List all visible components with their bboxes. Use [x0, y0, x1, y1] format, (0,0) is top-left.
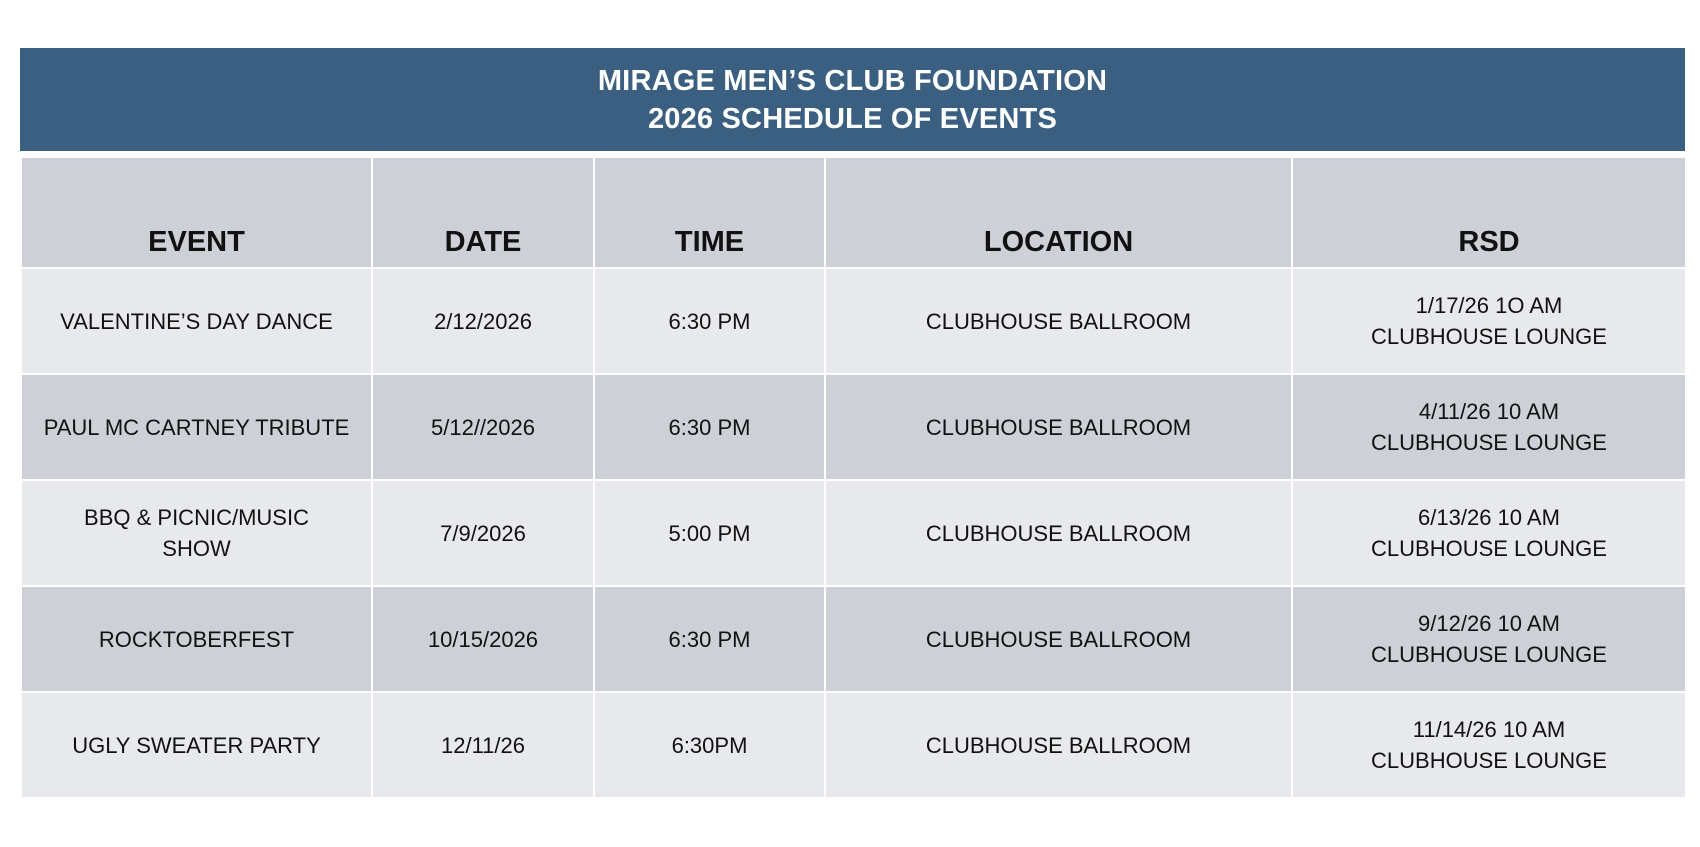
event-cell: [21, 692, 372, 798]
location-cell: CLUBHOUSE BALLROOM: [825, 268, 1292, 374]
rsd-place: CLUBHOUSE LOUNGE: [1371, 748, 1607, 773]
rsd-datetime: 11/14/26 10 AM: [1412, 717, 1566, 742]
date-cell: 12/11/26: [372, 692, 594, 798]
table-header-row: [21, 157, 1686, 268]
column-header-location: LOCATION: [825, 157, 1292, 268]
events-table: [20, 156, 1687, 799]
location-cell: CLUBHOUSE BALLROOM: [825, 480, 1292, 586]
time-cell: 5:00 PM: [594, 480, 825, 586]
title-line-2: 2026 SCHEDULE OF EVENTS: [647, 102, 1058, 135]
event-name-line-1: BBQ & PICNIC/MUSIC: [84, 505, 309, 530]
rsd-cell: [1292, 268, 1686, 374]
rsd-datetime: 6/13/26 10 AM: [1418, 505, 1560, 530]
time-cell: 6:30 PM: [594, 374, 825, 480]
event-name-line-2: SHOW: [162, 536, 231, 561]
event-cell: [21, 374, 372, 480]
rsd-datetime: 9/12/26 10 AM: [1418, 611, 1560, 636]
date-cell: 7/9/2026: [372, 480, 594, 586]
rsd-cell: [1292, 374, 1686, 480]
column-header-time: TIME: [594, 157, 825, 268]
rsd-datetime: 4/11/26 10 AM: [1418, 399, 1560, 424]
rsd-datetime: 1/17/26 1O AM: [1415, 293, 1563, 318]
rsd-place: CLUBHOUSE LOUNGE: [1371, 430, 1607, 455]
event-cell: [21, 480, 372, 586]
column-header-event: EVENT: [21, 157, 372, 268]
location-cell: CLUBHOUSE BALLROOM: [825, 692, 1292, 798]
rsd-place: CLUBHOUSE LOUNGE: [1371, 324, 1607, 349]
rsd-cell: [1292, 692, 1686, 798]
time-cell: 6:30 PM: [594, 268, 825, 374]
event-name: UGLY SWEATER PARTY: [72, 732, 321, 758]
table-row: [21, 480, 1686, 586]
event-name: ROCKTOBERFEST: [98, 626, 295, 652]
title-banner: [20, 48, 1685, 151]
column-header-date: DATE: [372, 157, 594, 268]
schedule-sheet: [20, 48, 1685, 799]
rsd-place: CLUBHOUSE LOUNGE: [1371, 536, 1607, 561]
time-cell: 6:30 PM: [594, 586, 825, 692]
event-name: VALENTINE’S DAY DANCE: [60, 308, 333, 334]
time-cell: 6:30PM: [594, 692, 825, 798]
date-cell: 10/15/2026: [372, 586, 594, 692]
table-row: [21, 374, 1686, 480]
table-row: [21, 268, 1686, 374]
event-cell: [21, 586, 372, 692]
location-cell: CLUBHOUSE BALLROOM: [825, 586, 1292, 692]
table-row: [21, 692, 1686, 798]
rsd-place: CLUBHOUSE LOUNGE: [1371, 642, 1607, 667]
rsd-cell: [1292, 480, 1686, 586]
date-cell: 2/12/2026: [372, 268, 594, 374]
event-cell: [21, 268, 372, 374]
location-cell: CLUBHOUSE BALLROOM: [825, 374, 1292, 480]
event-name: PAUL MC CARTNEY TRIBUTE: [43, 414, 350, 440]
table-row: [21, 586, 1686, 692]
date-cell: 5/12//2026: [372, 374, 594, 480]
title-line-1: MIRAGE MEN’S CLUB FOUNDATION: [597, 64, 1108, 97]
column-header-rsd: RSD: [1292, 157, 1686, 268]
rsd-cell: [1292, 586, 1686, 692]
